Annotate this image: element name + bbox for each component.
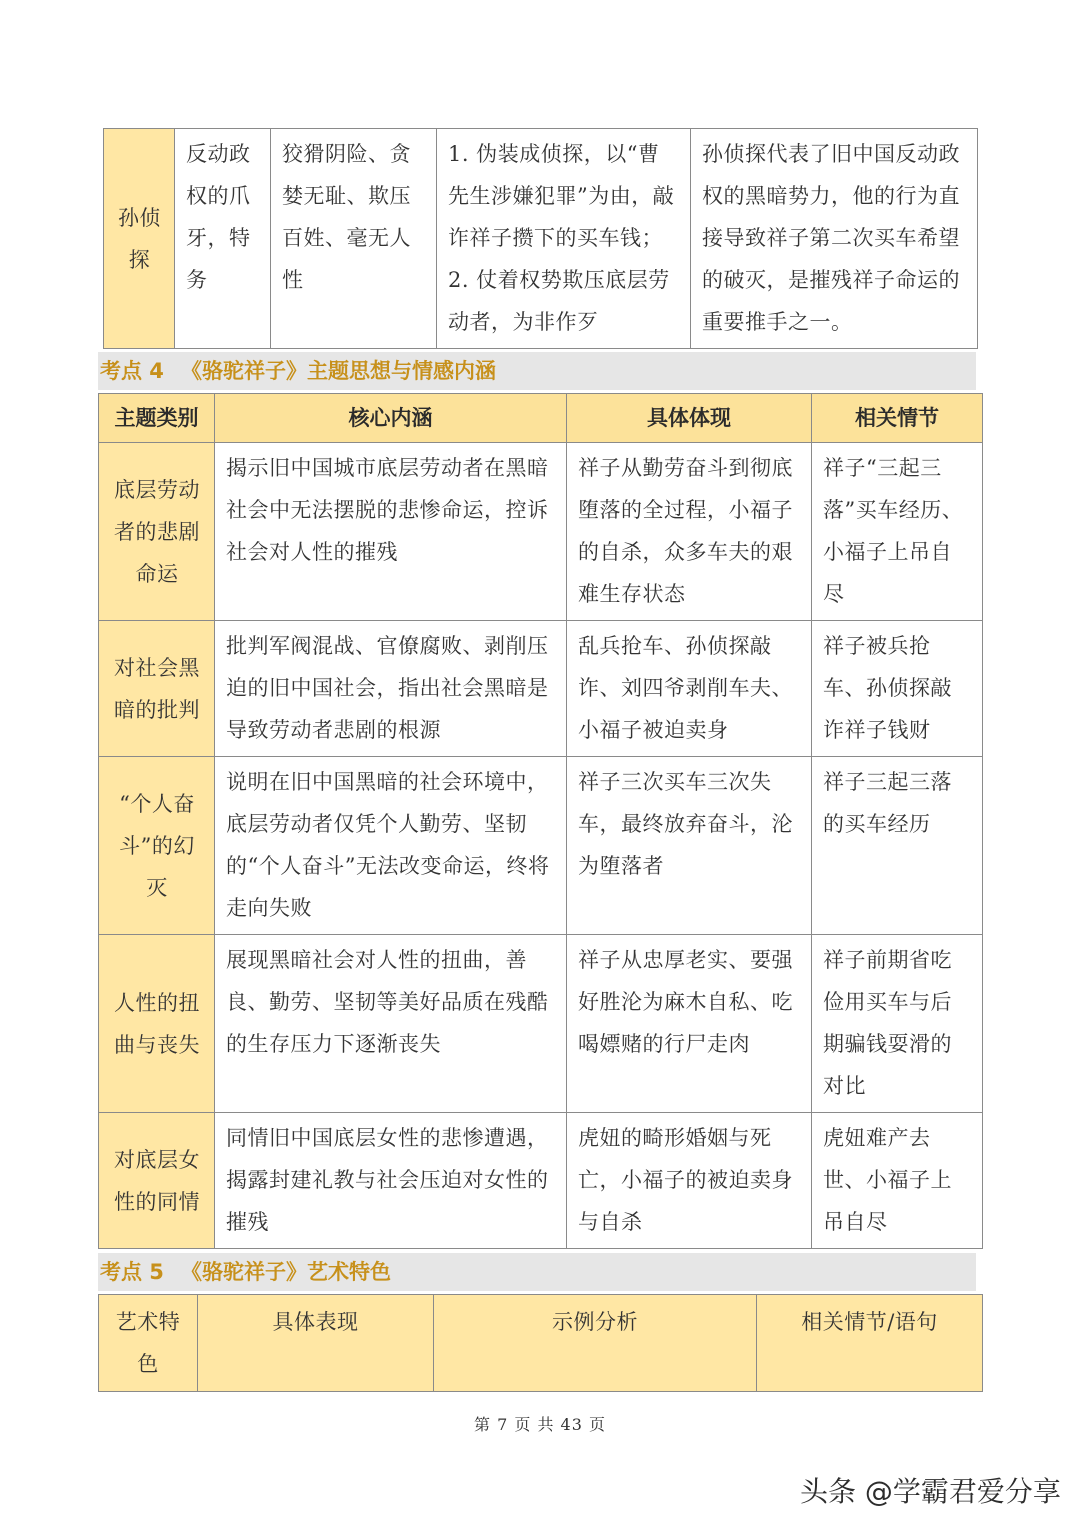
column-header: 主题类别 <box>99 394 215 443</box>
column-header: 相关情节/语句 <box>757 1295 983 1392</box>
column-header: 艺术特色 <box>99 1295 198 1392</box>
theme-core: 批判军阀混战、官僚腐败、剥削压迫的旧中国社会，指出社会黑暗是导致劳动者悲剧的根源 <box>215 621 567 757</box>
theme-table <box>98 393 983 1249</box>
section-heading-4 <box>98 352 976 390</box>
column-header: 具体体现 <box>567 394 812 443</box>
column-header: 示例分析 <box>434 1295 757 1392</box>
table-row <box>99 935 983 1113</box>
character-deeds: 1. 伪装成侦探，以“曹先生涉嫌犯罪”为由，敲诈祥子攒下的买车钱；2. 仗着权势欺压底层劳动者，为非作歹 <box>437 129 691 349</box>
section-title: 《骆驼祥子》主题思想与情感内涵 <box>181 359 497 383</box>
table-row <box>104 129 978 349</box>
page-number: 第 7 页 共 43 页 <box>474 1415 606 1434</box>
section-label: 考点 5 <box>100 1260 164 1284</box>
section-title: 《骆驼祥子》艺术特色 <box>181 1260 392 1284</box>
section-heading-5 <box>98 1253 976 1291</box>
table-row <box>99 757 983 935</box>
theme-category: 对底层女性的同情 <box>99 1113 215 1249</box>
theme-plot: 祥子“三起三落”买车经历、小福子上吊自尽 <box>812 443 983 621</box>
column-header: 核心内涵 <box>215 394 567 443</box>
column-header: 相关情节 <box>812 394 983 443</box>
character-name: 孙侦探 <box>104 129 175 349</box>
theme-embody: 虎妞的畸形婚姻与死亡，小福子的被迫卖身与自杀 <box>567 1113 812 1249</box>
theme-category: 底层劳动者的悲剧命运 <box>99 443 215 621</box>
theme-embody: 乱兵抢车、孙侦探敲诈、刘四爷剥削车夫、小福子被迫卖身 <box>567 621 812 757</box>
theme-category: “个人奋斗”的幻灭 <box>99 757 215 935</box>
character-traits: 狡猾阴险、贪婪无耻、欺压百姓、毫无人性 <box>271 129 437 349</box>
table-row <box>99 1113 983 1249</box>
character-role: 孙侦探代表了旧中国反动政权的黑暗势力，他的行为直接导致祥子第二次买车希望的破灭，是摧残祥子命运的重要推手之一。 <box>691 129 978 349</box>
character-table <box>103 128 978 349</box>
theme-plot: 祥子前期省吃俭用买车与后期骗钱耍滑的对比 <box>812 935 983 1113</box>
table-row <box>99 443 983 621</box>
table-header-row <box>99 394 983 443</box>
theme-embody: 祥子三次买车三次失车，最终放弃奋斗，沦为堕落者 <box>567 757 812 935</box>
theme-embody: 祥子从勤劳奋斗到彻底堕落的全过程，小福子的自杀，众多车夫的艰难生存状态 <box>567 443 812 621</box>
theme-category: 对社会黑暗的批判 <box>99 621 215 757</box>
theme-plot: 祥子三起三落的买车经历 <box>812 757 983 935</box>
theme-plot: 虎妞难产去世、小福子上吊自尽 <box>812 1113 983 1249</box>
art-table <box>98 1294 983 1392</box>
watermark: 头条 @学霸君爱分享 <box>800 1475 1061 1508</box>
section-label: 考点 4 <box>100 359 164 383</box>
theme-plot: 祥子被兵抢车、孙侦探敲诈祥子钱财 <box>812 621 983 757</box>
theme-embody: 祥子从忠厚老实、要强好胜沦为麻木自私、吃喝嫖赌的行尸走肉 <box>567 935 812 1113</box>
theme-core: 展现黑暗社会对人性的扭曲，善良、勤劳、坚韧等美好品质在残酷的生存压力下逐渐丧失 <box>215 935 567 1113</box>
character-identity: 反动政权的爪牙，特务 <box>175 129 271 349</box>
theme-core: 同情旧中国底层女性的悲惨遭遇，揭露封建礼教与社会压迫对女性的摧残 <box>215 1113 567 1249</box>
table-row <box>99 621 983 757</box>
theme-core: 揭示旧中国城市底层劳动者在黑暗社会中无法摆脱的悲惨命运，控诉社会对人性的摧残 <box>215 443 567 621</box>
theme-core: 说明在旧中国黑暗的社会环境中，底层劳动者仅凭个人勤劳、坚韧的“个人奋斗”无法改变命运，终将走向失败 <box>215 757 567 935</box>
table-header-row <box>99 1295 983 1392</box>
theme-category: 人性的扭曲与丧失 <box>99 935 215 1113</box>
column-header: 具体表现 <box>198 1295 434 1392</box>
